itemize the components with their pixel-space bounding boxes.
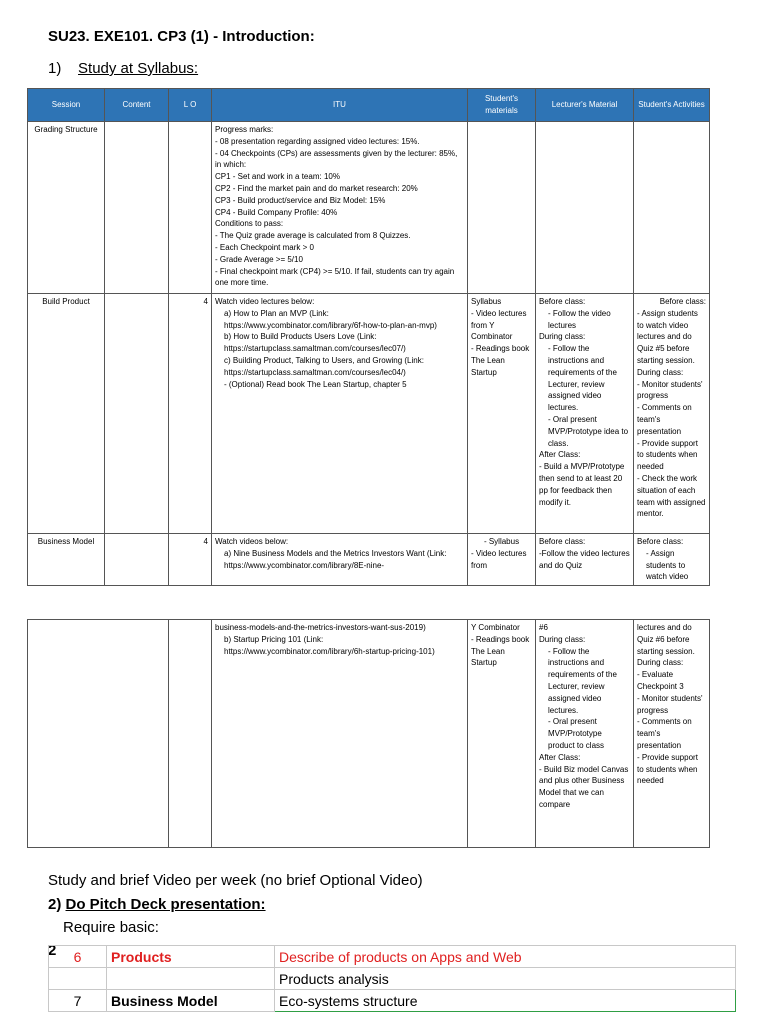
itu-line: b) Startup Pricing 101 (Link: https://www.ycombinator.com/library/6h-startup-pricing-101) <box>224 634 435 656</box>
materials-line: - Video lectures from Y Combinator <box>471 308 527 342</box>
itu-line: - 04 Checkpoints (CPs) are assessments given by the lecturer: 85%, in which: <box>215 148 458 170</box>
table-row <box>28 534 710 586</box>
header-students-activities: Student's Activities <box>634 89 710 122</box>
activities-line: Before class: <box>637 537 684 546</box>
header-students-materials: Student's materials <box>468 89 536 122</box>
itu-line: Progress marks: <box>215 125 274 134</box>
itu-line: a) How to Plan an MVP (Link: https://www.ycombinator.com/library/6f-how-to-plan-an-mvp) <box>224 308 437 330</box>
lecturer-line: - Follow the video lectures <box>548 308 611 330</box>
lecturer-line: After Class: <box>539 752 581 762</box>
require-basic: Require basic: <box>63 919 159 936</box>
activities-line: lectures and do Quiz #6 before starting session. <box>637 623 695 656</box>
itu-line: - Final checkpoint mark (CP4) >= 5/10. If fail, students can try again one more time. <box>215 266 455 288</box>
materials-line: Syllabus <box>471 297 502 306</box>
sheet-desc: Describe of products on Apps and Web <box>275 946 736 968</box>
page-title: SU23. EXE101. CP3 (1) - Introduction: <box>48 28 315 45</box>
header-lecturers-material: Lecturer's Material <box>536 89 634 122</box>
activities-line: During class: <box>637 367 684 377</box>
section-1-heading <box>48 60 198 77</box>
sheet-marker: 2 <box>48 942 57 959</box>
materials-line: - Readings book The Lean Startup <box>471 634 530 668</box>
section-2-heading <box>48 896 266 913</box>
lo-cell <box>169 122 212 294</box>
lecturer-cell <box>536 534 634 586</box>
sheet-name: Business Model <box>107 990 275 1012</box>
lecturer-line: -Follow the video lectures and do Quiz <box>539 548 630 570</box>
lecturer-line: - Follow the instructions and requirements of the Lecturer, review assigned video lectures. <box>548 646 617 715</box>
activities-line: - Check the work situation of each team with assigned mentor. <box>637 473 706 519</box>
syllabus-table <box>27 88 710 586</box>
itu-line: Watch videos below: <box>215 537 289 546</box>
lecturer-cell <box>536 294 634 534</box>
lecturer-line: Before class: <box>539 537 586 546</box>
activities-line: - Provide support to students when needed <box>637 438 698 472</box>
materials-line: - Readings book The Lean Startup <box>471 344 530 377</box>
content-cell <box>105 122 169 294</box>
itu-line: c) Building Product, Talking to Users, and Growing (Link: https://startupclass.samaltman.com/courses/lec04/) <box>224 355 424 377</box>
itu-cell <box>212 294 468 534</box>
sheet-num <box>49 968 107 990</box>
activities-line: - Assign students to watch video lectures and do Quiz #5 before starting session. <box>637 308 698 365</box>
itu-line: CP4 - Build Company Profile: 40% <box>215 207 338 217</box>
lecturer-line: - Follow the instructions and requirements of the Lecturer, review assigned video lectures. <box>548 344 617 413</box>
lecturer-line: After Class: <box>539 450 581 460</box>
sheet-row <box>49 990 736 1012</box>
itu-line: Conditions to pass: <box>215 219 284 229</box>
lecturer-cell <box>536 122 634 294</box>
itu-line: - 08 presentation regarding assigned video lectures: 15%. <box>215 136 420 146</box>
header-lo: L O <box>169 89 212 122</box>
session-cell <box>28 620 169 848</box>
activities-line: - Monitor students' progress <box>637 693 703 715</box>
activities-cell <box>634 620 710 848</box>
activities-line: - Comments on team's presentation <box>637 717 692 750</box>
activities-cell <box>634 122 710 294</box>
itu-line: - The Quiz grade average is calculated from 8 Quizzes. <box>215 231 411 241</box>
materials-line: - Video lectures from <box>471 548 527 570</box>
table-row <box>28 294 710 534</box>
sheet-desc: Products analysis <box>275 968 736 990</box>
itu-line: CP3 - Build product/service and Biz Model: 15% <box>215 195 386 205</box>
lo-cell: 4 <box>169 294 212 534</box>
lecturer-line: - Oral present MVP/Prototype product to class <box>548 717 605 750</box>
activities-line: Before class: <box>659 297 706 306</box>
sheet-num: 7 <box>49 990 107 1012</box>
sheet-row <box>49 946 736 968</box>
lecturer-line: #6 <box>539 623 548 632</box>
session-cell: Grading Structure <box>28 122 105 294</box>
activities-line: During class: <box>637 658 684 668</box>
itu-line: - Grade Average >= 5/10 <box>215 254 303 264</box>
itu-cell <box>212 620 468 848</box>
lecturer-line: During class: <box>539 332 586 342</box>
lecturer-line: During class: <box>539 634 586 644</box>
lecturer-cell <box>536 620 634 848</box>
itu-line: business-models-and-the-metrics-investors-want-sus-2019) <box>215 623 426 632</box>
materials-cell <box>468 122 536 294</box>
activities-line: - Assign students to watch video <box>646 548 689 582</box>
lecturer-line: Before class: <box>539 297 586 306</box>
itu-line: - (Optional) Read book The Lean Startup, chapter 5 <box>224 379 407 389</box>
activities-cell <box>634 294 710 534</box>
materials-line: - Syllabus <box>483 537 520 546</box>
pitch-deck-sheet <box>48 945 736 1012</box>
activities-cell <box>634 534 710 586</box>
section-1-number: 1) <box>48 60 62 77</box>
table-row <box>28 620 710 848</box>
itu-cell <box>212 534 468 586</box>
table-row <box>28 122 710 294</box>
content-cell <box>105 294 169 534</box>
video-note: Study and brief Video per week (no brief Optional Video) <box>48 872 423 889</box>
header-session: Session <box>28 89 105 122</box>
sheet-name <box>107 968 275 990</box>
materials-cell <box>468 294 536 534</box>
lo-cell: 4 <box>169 534 212 586</box>
lo-cell <box>169 620 212 848</box>
table-header-row <box>28 89 710 122</box>
content-cell <box>105 534 169 586</box>
header-content: Content <box>105 89 169 122</box>
session-cell: Business Model <box>28 534 105 586</box>
materials-cell <box>468 620 536 848</box>
sheet-row <box>49 968 736 990</box>
lecturer-line: - Build Biz model Canvas and plus other Business Model that we can compare <box>539 764 629 809</box>
itu-line: - Each Checkpoint mark > 0 <box>215 242 314 252</box>
itu-cell <box>212 122 468 294</box>
section-2-label: Do Pitch Deck presentation: <box>65 896 266 913</box>
section-2-number: 2) <box>48 896 62 913</box>
activities-line: - Monitor students' progress <box>637 379 703 401</box>
session-cell: Build Product <box>28 294 105 534</box>
itu-line: Watch video lectures below: <box>215 297 315 306</box>
materials-cell <box>468 534 536 586</box>
section-1-label: Study at Syllabus: <box>78 60 199 77</box>
sheet-name: Products <box>107 946 275 968</box>
sheet-desc: Eco-systems structure <box>275 990 736 1012</box>
sheet-num: 6 <box>49 946 107 968</box>
activities-line: - Provide support to students when needed <box>637 752 698 786</box>
lecturer-line: - Oral present MVP/Prototype idea to class. <box>548 414 629 448</box>
materials-line: Y Combinator <box>471 623 520 632</box>
header-itu: ITU <box>212 89 468 122</box>
lecturer-line: - Build a MVP/Prototype then send to at least 20 pp for feedback then modify it. <box>539 462 625 507</box>
itu-line: b) How to Build Products Users Love (Link: https://startupclass.samaltman.com/courses/lec07/) <box>224 332 406 354</box>
itu-line: a) Nine Business Models and the Metrics Investors Want (Link: https://www.ycombinator.com/library/8E-nine- <box>224 548 447 570</box>
activities-line: - Evaluate Checkpoint 3 <box>637 670 684 691</box>
itu-line: CP1 - Set and work in a team: 10% <box>215 172 340 182</box>
syllabus-table-continued <box>27 619 710 848</box>
itu-line: CP2 - Find the market pain and do market research: 20% <box>215 183 418 193</box>
activities-line: - Comments on team's presentation <box>637 403 692 436</box>
